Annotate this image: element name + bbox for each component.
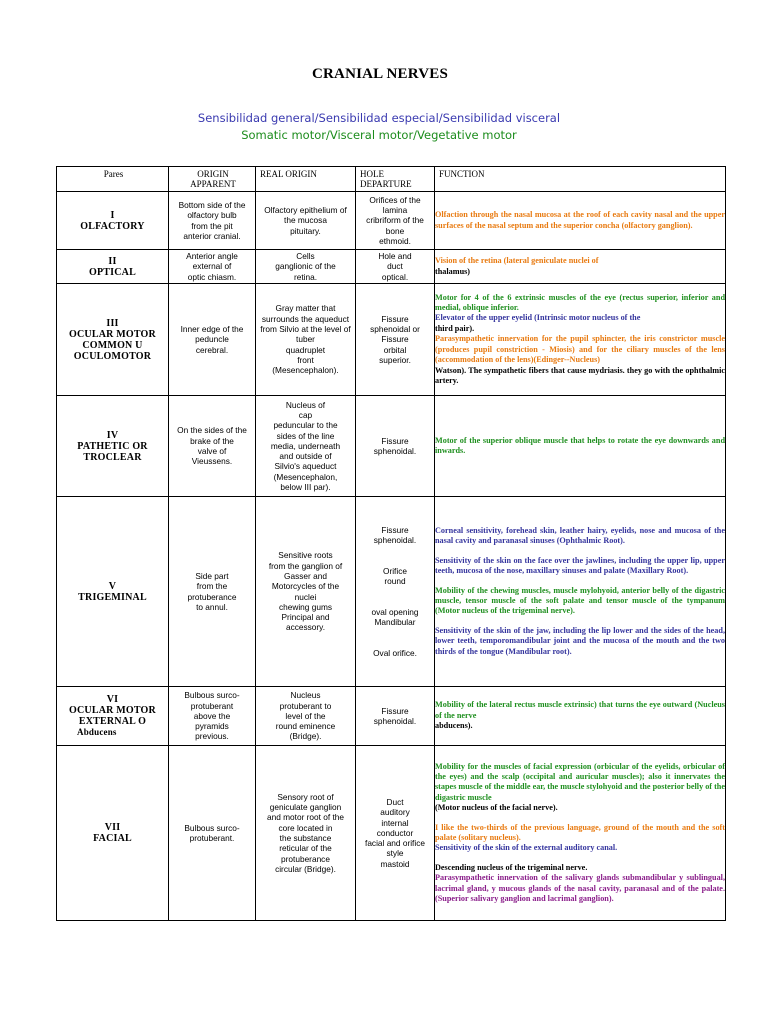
nerve-name: OCULAR MOTOR COMMON U OCULOMOTOR bbox=[69, 328, 156, 362]
function-cell bbox=[435, 396, 726, 497]
origin-apparent-cell: On the sides of the brake of the valve of Vieussens. bbox=[169, 396, 256, 497]
legend-sensitivity: Sensibilidad general/Sensibilidad especial/Sensibilidad visceral bbox=[197, 111, 561, 125]
legend-motor: Somatic motor/Visceral motor/Vegetative motor bbox=[241, 128, 517, 142]
nerve-name-cell bbox=[57, 192, 169, 250]
nerve-name-cell bbox=[57, 746, 169, 921]
function-text-blue: Sensitivity of the skin on the face over the jawlines, including the upper lip, upper teeth, mucosa of the nose, maxillary sinuses and palate (Maxillary Root). bbox=[435, 555, 725, 576]
function-text-black: Descending nucleus of the trigeminal nerve. bbox=[435, 862, 588, 872]
function-cell bbox=[435, 250, 726, 284]
function-cell bbox=[435, 192, 726, 250]
nerve-numeral: II bbox=[108, 255, 117, 267]
function-text-black: Watson). The sympathetic fibers that cause mydriasis. they go with the ophthalmic artery. bbox=[435, 365, 725, 385]
header-hole-departure: HOLE DEPARTURE bbox=[356, 167, 435, 192]
hole-departure-cell: Duct auditory internal conductor facial and orifice style mastoid bbox=[356, 746, 435, 921]
header-function: FUNCTION bbox=[435, 167, 726, 192]
cranial-nerves-table bbox=[56, 166, 726, 921]
nerve-numeral: I bbox=[110, 209, 115, 221]
function-text-blue: Sensitivity of the skin of the external auditory canal. bbox=[435, 843, 618, 853]
function-cell bbox=[435, 284, 726, 396]
function-text-blue: Elevator of the upper eyelid (Intrinsic motor nucleus of the bbox=[435, 313, 641, 323]
table-row bbox=[57, 250, 726, 284]
function-text-black: (Motor nucleus of the facial nerve). bbox=[435, 803, 558, 813]
origin-apparent-cell: Bulbous surco- protuberant. bbox=[169, 746, 256, 921]
table-row bbox=[57, 284, 726, 396]
table-row bbox=[57, 497, 726, 687]
nerve-name: OLFACTORY bbox=[80, 220, 145, 232]
table-row bbox=[57, 746, 726, 921]
nerve-name-cell bbox=[57, 250, 169, 284]
nerve-name: OPTICAL bbox=[89, 266, 136, 278]
hole-departure-cell: Fissure sphenoidal. bbox=[356, 687, 435, 746]
hole-departure-cell: Hole and duct optical. bbox=[356, 250, 435, 284]
nerve-numeral: VII bbox=[104, 822, 121, 833]
origin-apparent-cell: Side part from the protuberance to annul. bbox=[169, 497, 256, 687]
nerve-name: PATHETIC OR TROCLEAR bbox=[77, 440, 148, 463]
real-origin-cell: Sensory root of geniculate ganglion and motor root of the core located in the substance reticular of the protuberance circular (Bridge). bbox=[256, 746, 356, 921]
nerve-name: TRIGEMINAL bbox=[78, 591, 147, 603]
function-text-black: third pair). bbox=[435, 323, 475, 333]
header-pares: Pares bbox=[57, 167, 169, 192]
real-origin-cell: Cells ganglionic of the retina. bbox=[256, 250, 356, 284]
function-text-green: Mobility for the muscles of facial expression (orbicular of the eyelids, orbicular of the eyes) and the scalp (occipital and auricular muscles); also it innervates the stapes muscle of the middle ear, the muscle stylohyoid and the posterior belly of the digastric muscle bbox=[435, 761, 725, 802]
origin-apparent-cell: Bulbous surco- protuberant above the pyramids previous. bbox=[169, 687, 256, 746]
function-text-orange: I like the two-thirds of the previous language, ground of the mouth and the soft palate (solitary nucleus). bbox=[435, 822, 725, 842]
function-text-blue: Sensitivity of the skin of the jaw, including the lip lower and the sides of the head, lower teeth, temporomandibular joint and the mucosa of the mouth and the two thirds of the tongue (Mandibular root). bbox=[435, 625, 725, 656]
nerve-name-cell bbox=[57, 396, 169, 497]
hole-departure-cell: Fissure sphenoidal or Fissure orbital superior. bbox=[356, 284, 435, 396]
hole-departure-cell: Fissure sphenoidal. bbox=[356, 396, 435, 497]
nerve-numeral: V bbox=[108, 580, 117, 592]
real-origin-cell: Sensitive roots from the ganglion of Gasser and Motorcycles of the nuclei chewing gums Principal and accessory. bbox=[256, 497, 356, 687]
nerve-name: FACIAL bbox=[93, 833, 132, 844]
hole-departure-cell: Orifices of the lamina cribriform of the bone ethmoid. bbox=[356, 192, 435, 250]
function-cell bbox=[435, 746, 726, 921]
header-real-origin: REAL ORIGIN bbox=[256, 167, 356, 192]
hole-departure-cell: Fissure sphenoidal. Orifice round oval opening Mandibular Oval orifice. bbox=[356, 497, 435, 687]
function-text-black: abducens). bbox=[435, 721, 473, 731]
nerve-name-cell bbox=[57, 497, 169, 687]
real-origin-cell: Nucleus protuberant to level of the round eminence (Bridge). bbox=[256, 687, 356, 746]
header-origin-apparent: ORIGIN APPARENT bbox=[169, 167, 256, 192]
origin-apparent-cell: Inner edge of the peduncle cerebral. bbox=[169, 284, 256, 396]
table-row bbox=[57, 192, 726, 250]
function-cell bbox=[435, 497, 726, 687]
table-row bbox=[57, 687, 726, 746]
real-origin-cell: Gray matter that surrounds the aqueduct from Silvio at the level of tuber quadruplet front (Mesencephalon). bbox=[256, 284, 356, 396]
function-text-green: Mobility of the lateral rectus muscle extrinsic) that turns the eye outward (Nucleus of the nerve bbox=[435, 700, 725, 720]
nerve-name-cell bbox=[57, 687, 169, 746]
page-title: CRANIAL NERVES bbox=[311, 66, 449, 82]
nerve-name: OCULAR MOTOR EXTERNAL O bbox=[69, 705, 156, 727]
function-text-orange: Olfaction through the nasal mucosa at the roof of each cavity nasal and the upper surfaces of the nasal septum and the superior concha (olfactory ganglion). bbox=[435, 210, 725, 230]
nerve-subname: Abducens bbox=[77, 727, 117, 737]
real-origin-cell: Nucleus of cap peduncular to the sides of the line media, underneath and outside of Silvio's aqueduct (Mesencephalon, below III par). bbox=[256, 396, 356, 497]
table-row bbox=[57, 396, 726, 497]
real-origin-cell: Olfactory epithelium of the mucosa pituitary. bbox=[256, 192, 356, 250]
function-text-green: Motor of the superior oblique muscle that helps to rotate the eye downwards and inwards. bbox=[435, 435, 725, 455]
function-text-orange: Parasympathetic innervation for the pupil sphincter, the iris constrictor muscle (produces pupil constriction - Miosis) and for the ciliary muscles of the lens (accommodation of the lens)(Edinger--Nucleus) bbox=[435, 334, 725, 365]
nerve-numeral: III bbox=[106, 317, 119, 329]
nerve-numeral: IV bbox=[106, 429, 119, 441]
function-text-orange: Vision of the retina (lateral geniculate nuclei of bbox=[435, 256, 599, 266]
function-text-purple: Parasympathetic innervation of the salivary glands submandibular y sublingual, lacrimal gland, y mucous glands of the nasal cavity, paranasal and of the palate. (Superior salivary ganglion and lacrimal ganglion). bbox=[435, 873, 725, 904]
origin-apparent-cell: Bottom side of the olfactory bulb from the pit anterior cranial. bbox=[169, 192, 256, 250]
nerve-name-cell bbox=[57, 284, 169, 396]
function-text-green: Motor for 4 of the 6 extrinsic muscles of the eye (rectus superior, inferior and medial, oblique inferior. bbox=[435, 292, 725, 313]
function-text-blue: Corneal sensitivity, forehead skin, leather hairy, eyelids, nose and mucosa of the nasal cavity and paranasal sinuses (Ophthalmic Root). bbox=[435, 525, 725, 546]
function-text-green: Mobility of the chewing muscles, muscle mylohyoid, anterior belly of the digastric muscle, tensor muscle of the soft palate and tensor muscle of the tympanum (Motor nucleus of the trigeminal nerve). bbox=[435, 585, 725, 616]
table-header-row bbox=[57, 167, 726, 192]
function-cell bbox=[435, 687, 726, 746]
nerve-numeral: VI bbox=[106, 694, 119, 705]
function-text-black: thalamus) bbox=[435, 266, 471, 276]
origin-apparent-cell: Anterior angle external of optic chiasm. bbox=[169, 250, 256, 284]
